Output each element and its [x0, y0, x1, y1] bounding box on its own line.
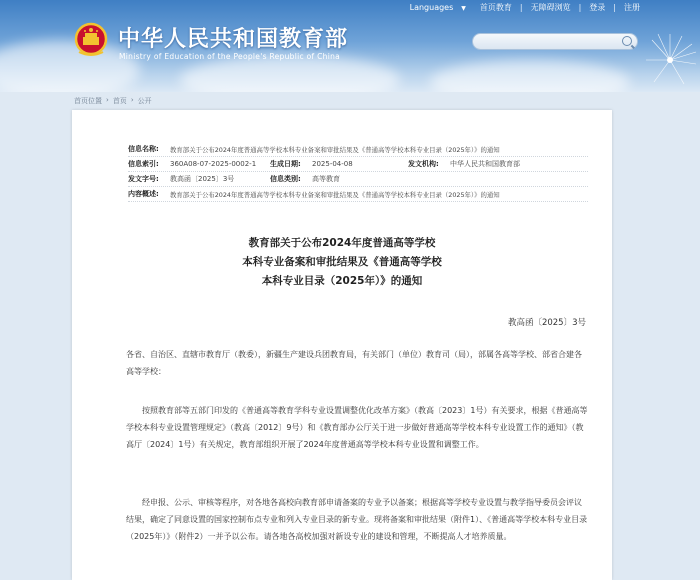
- cloud-decoration: [430, 60, 630, 92]
- site-header: [0, 0, 700, 92]
- meta-label: 发文机构:: [408, 160, 439, 168]
- document-title-line: 本科专业备案和审批结果及《普通高等学校: [242, 256, 442, 268]
- meta-label: 信息类别:: [270, 175, 301, 183]
- meta-row: [128, 142, 588, 157]
- meta-label: 信息索引:: [128, 160, 159, 168]
- addressee-paragraph: 各省、自治区、直辖市教育厅（教委），新疆生产建设兵团教育局，有关部门（单位）教育司（局），部属各高等学校、部省合建各高等学校：: [126, 350, 582, 376]
- document-title-line: 本科专业目录（2025年）》的通知: [261, 275, 423, 287]
- top-nav: Languages ▼ 首页教育 | 无障碍浏览 | 登录 | 注册: [394, 2, 640, 13]
- meta-label: 内容概述:: [128, 190, 159, 198]
- document-title: [72, 234, 612, 291]
- site-title[interactable]: 中华人民共和国教育部: [118, 27, 349, 52]
- body-paragraph: 经申报、公示、审核等程序，对各地各高校向教育部申请备案的专业予以备案；根据高等学校专业设置与教学指导委员会评议结果，确定了同意设置的国家控制布点专业和列入专业目录的新专业。现将备案和审批结果（附件1）、《普通高等学校本科专业目录（2025年）》（附件2）一并予以公布。请各地各高校加强对新设专业的建设和管理，不断提高人才培养质量。: [126, 498, 588, 541]
- meta-row: [128, 187, 588, 202]
- meta-row: [128, 157, 588, 172]
- dandelion-decoration-icon: [640, 30, 700, 90]
- document-number: 教高函〔2025〕3号: [507, 318, 586, 328]
- breadcrumb-item-home[interactable]: 首页: [112, 97, 127, 105]
- breadcrumb: 首页位置 › 首页 › 公开: [74, 96, 152, 105]
- login-link[interactable]: 登录: [589, 3, 606, 12]
- meta-value: 2025-04-08: [312, 160, 353, 168]
- meta-label: 信息名称:: [128, 145, 159, 153]
- meta-value: 教育部关于公布2024年度普通高等学校本科专业备案和审批结果及《普通高等学校本科专业目录（2025年）》的通知: [170, 145, 500, 154]
- breadcrumb-item: 首页位置: [74, 97, 102, 105]
- content-panel: [72, 110, 612, 580]
- meta-row: [128, 172, 588, 187]
- document-metadata: [128, 142, 588, 202]
- breadcrumb-item-public[interactable]: 公开: [137, 97, 152, 105]
- meta-label: 生成日期:: [270, 160, 301, 168]
- document-title-line: 教育部关于公布2024年度普通高等学校: [248, 237, 436, 249]
- meta-value: 教育部关于公布2024年度普通高等学校本科专业备案和审批结果及《普通高等学校本科专业目录（2025年）》的通知: [170, 190, 500, 199]
- search-input[interactable]: [472, 33, 638, 50]
- site-title-english: Ministry of Education of the People's Republic of China: [119, 52, 341, 61]
- nav-link-accessibility[interactable]: 无障碍浏览: [530, 3, 571, 12]
- meta-value: 高等教育: [312, 175, 340, 183]
- national-emblem-icon: [74, 22, 108, 58]
- meta-label: 发文字号:: [128, 175, 159, 183]
- meta-value: 教高函〔2025〕3号: [170, 175, 235, 183]
- body-paragraph: 按照教育部等五部门印发的《普通高等教育学科专业设置调整优化改革方案》（教高〔2023〕1号）有关要求，根据《普通高等学校本科专业设置管理规定》（教高〔2012〕9号）和《教育部办公厅关于进一步做好普通高等学校本科专业设置工作的通知》（教高厅〔2024〕1号）有关规定，教育部组织开展了2024年度普通高等学校本科专业设置和调整工作。: [126, 406, 588, 449]
- meta-value: 360A08-07-2025-0002-1: [170, 160, 257, 168]
- nav-link-edu[interactable]: 首页教育: [479, 3, 512, 12]
- languages-link[interactable]: Languages ▼: [409, 3, 466, 12]
- search-icon[interactable]: [622, 36, 632, 46]
- register-link[interactable]: 注册: [624, 3, 640, 12]
- meta-value: 中华人民共和国教育部: [450, 160, 520, 168]
